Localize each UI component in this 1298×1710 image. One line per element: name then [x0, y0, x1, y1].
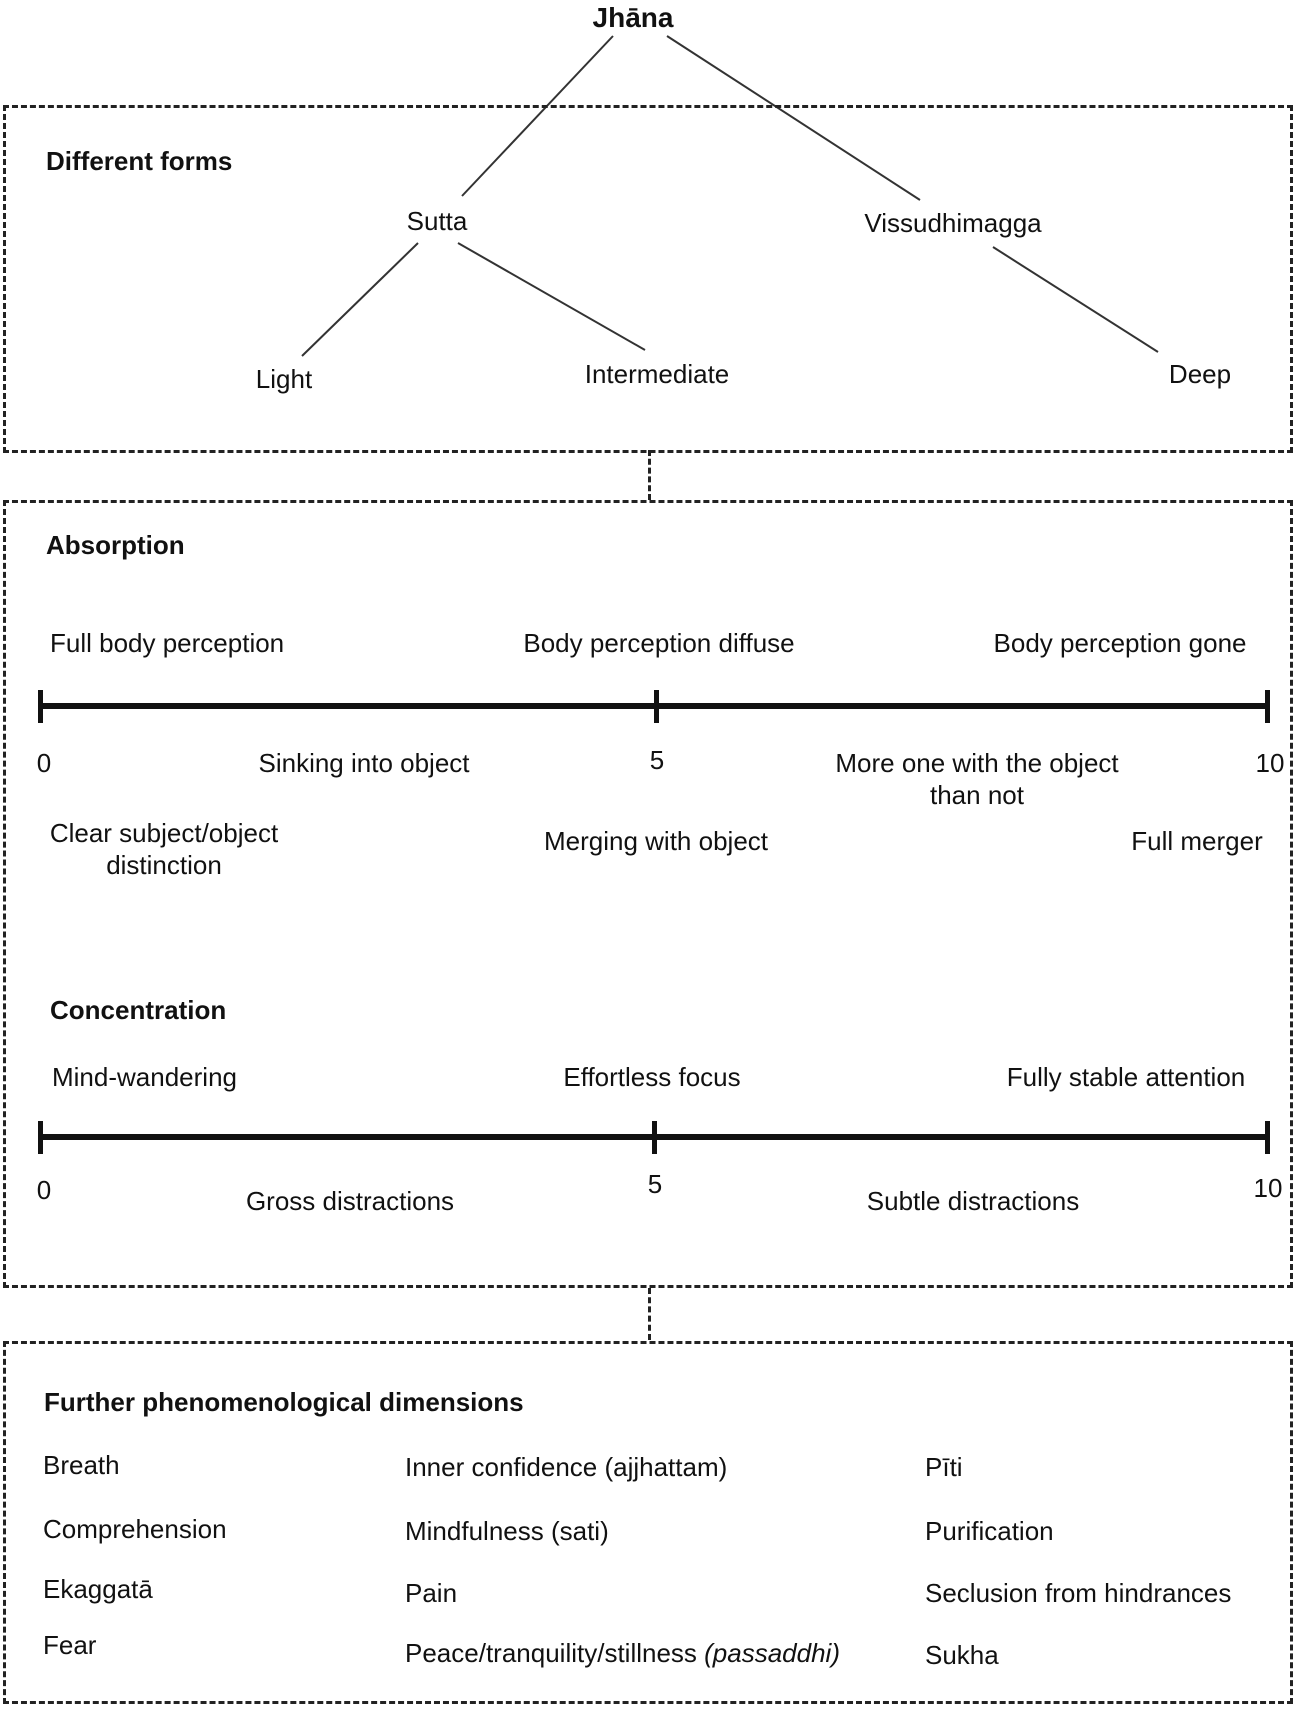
concentration-label-right: Fully stable attention [1006, 1062, 1246, 1092]
absorption-mid-left-label: Sinking into object [258, 748, 470, 778]
absorption-label-mid: Body perception diffuse [523, 628, 795, 658]
absorption-tick-label-10: 10 [1255, 748, 1285, 778]
phenomenology-item-inner-confidence: Inner confidence (ajjhattam) [405, 1452, 728, 1482]
phenomenology-item-breath: Breath [43, 1450, 120, 1480]
tree-node-deep: Deep [1168, 359, 1232, 389]
phenomenology-item-seclusion: Seclusion from hindrances [925, 1578, 1232, 1608]
box-connector-top [648, 450, 651, 500]
absorption-tick-10 [1265, 690, 1270, 723]
absorption-bottom-left-line1: Clear subject/object [49, 818, 279, 848]
phenomenology-item-pain: Pain [405, 1578, 458, 1608]
absorption-heading: Absorption [46, 530, 185, 560]
phenomenology-item-peace-pali: (passaddhi) [704, 1638, 840, 1668]
diagram-title: Jhāna [592, 2, 674, 33]
absorption-mid-right-line1: More one with the object [835, 748, 1119, 778]
concentration-heading: Concentration [50, 995, 227, 1025]
phenomenology-item-peace [405, 1638, 840, 1670]
absorption-tick-label-5: 5 [649, 745, 665, 775]
box-connector-bottom [648, 1288, 651, 1340]
concentration-tick-label-10: 10 [1253, 1173, 1283, 1203]
absorption-label-right: Body perception gone [993, 628, 1247, 658]
phenomenology-heading: Further phenomenological dimensions [44, 1387, 524, 1417]
phenomenology-item-purification: Purification [925, 1516, 1054, 1546]
phenomenology-item-mindfulness: Mindfulness (sati) [405, 1516, 609, 1546]
absorption-tick-0 [38, 690, 43, 723]
concentration-tick-10 [1265, 1121, 1270, 1154]
phenomenology-item-piti: Pīti [925, 1452, 963, 1482]
phenomenology-item-peace-main: Peace/tranquility/stillness [405, 1638, 705, 1668]
absorption-bottom-left-label [14, 818, 314, 881]
different-forms-heading: Different forms [46, 146, 233, 176]
concentration-tick-5 [652, 1121, 657, 1154]
concentration-tick-label-0: 0 [36, 1175, 52, 1205]
concentration-bottom-right-label: Subtle distractions [866, 1186, 1080, 1216]
concentration-bottom-left-label: Gross distractions [245, 1186, 455, 1216]
absorption-mid-right-label [807, 748, 1147, 811]
absorption-bottom-right-label: Full merger [1131, 826, 1263, 856]
absorption-tick-label-0: 0 [36, 748, 52, 778]
concentration-label-mid: Effortless focus [563, 1062, 741, 1092]
tree-node-sutta: Sutta [406, 206, 468, 236]
tree-node-intermediate: Intermediate [584, 359, 730, 389]
absorption-tick-5 [654, 690, 659, 723]
phenomenology-item-fear: Fear [43, 1630, 97, 1660]
tree-node-vissudhimagga: Vissudhimagga [864, 208, 1042, 238]
phenomenology-item-comprehension: Comprehension [43, 1514, 227, 1544]
phenomenology-item-ekaggata: Ekaggatā [43, 1574, 153, 1604]
tree-node-light: Light [255, 364, 313, 394]
phenomenology-item-sukha: Sukha [925, 1640, 999, 1670]
absorption-bottom-mid-label: Merging with object [544, 826, 768, 856]
concentration-tick-label-5: 5 [647, 1169, 663, 1199]
absorption-bottom-left-line2: distinction [106, 849, 222, 880]
absorption-label-left: Full body perception [50, 628, 285, 658]
concentration-tick-0 [38, 1121, 43, 1154]
concentration-label-left: Mind-wandering [52, 1062, 237, 1092]
absorption-mid-right-line2: than not [930, 779, 1024, 810]
